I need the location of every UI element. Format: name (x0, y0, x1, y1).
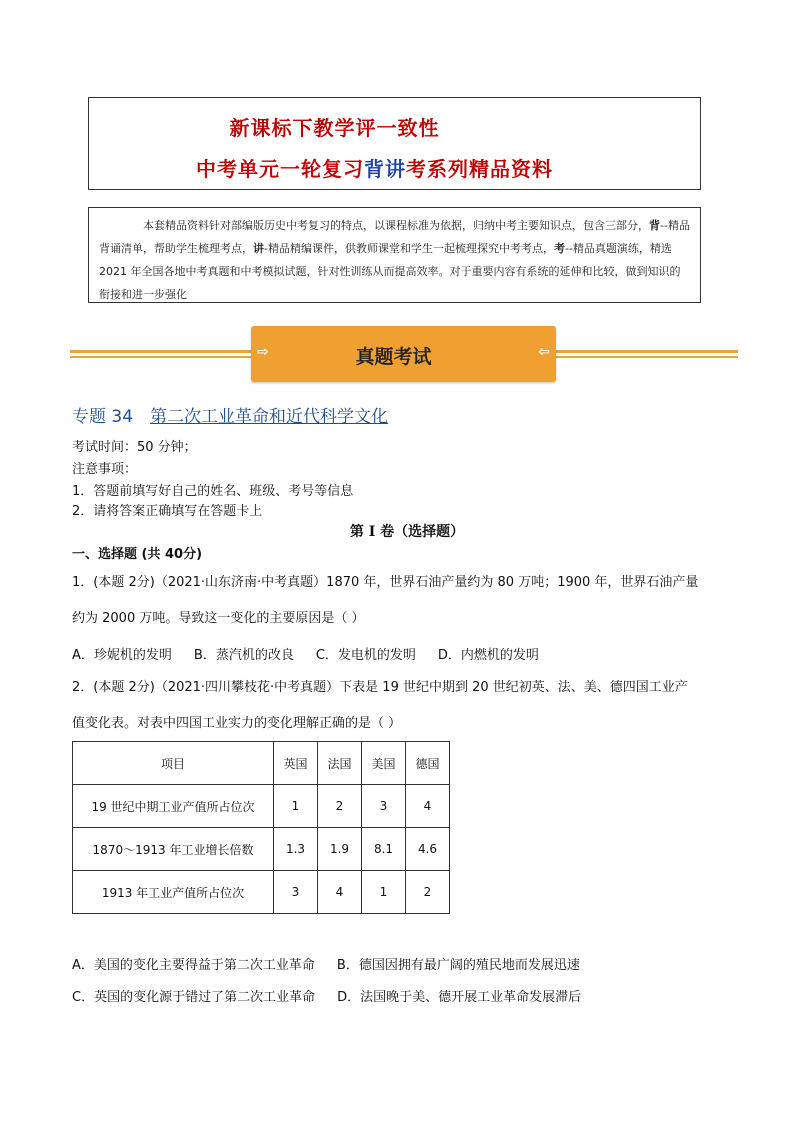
table-header-cell: 德国 (406, 742, 450, 785)
intro-text-4: --精品真题演练，精选 2021 年全国各地中考真题和中考模拟试题，针对性训练从而提高效率。对于重要内容有系统的延伸和比较，做到知识的衔接和进一步强化 (99, 242, 681, 301)
table-cell: 4 (406, 785, 450, 828)
question-1-line2: 约为 2000 万吨。导致这一变化的主要原因是（ ） (72, 611, 365, 626)
q1-option-c[interactable]: C．发电机的发明 (315, 648, 416, 663)
title-part-c: 考系列精品资料 (406, 157, 553, 181)
table-row (73, 828, 450, 871)
question-2-options-row2 (72, 986, 603, 1005)
notice-item-1: 1．答题前填写好自己的姓名、班级、考号等信息 (72, 484, 354, 499)
intro-keyword-bei: 背 (649, 219, 660, 232)
industry-table (72, 741, 450, 914)
title-part-b: 背讲 (364, 157, 406, 181)
question-1-line1: 1．(本题 2分)（2021·山东济南·中考真题）1870 年，世界石油产量约为 80 万吨；1900 年，世界石油产量 (72, 575, 699, 590)
table-cell: 1 (362, 871, 406, 914)
part-title: 一、选择题 (共 40分) (72, 547, 203, 562)
table-cell: 4.6 (406, 828, 450, 871)
q2-option-c[interactable]: C．英国的变化源于错过了第二次工业革命 (72, 990, 316, 1005)
table-cell: 1913 年工业产值所占位次 (73, 871, 274, 914)
table-header-row (73, 742, 450, 785)
topic-heading (72, 402, 388, 427)
intro-keyword-jiang: 讲 (253, 242, 264, 255)
table-header-cell: 美国 (362, 742, 406, 785)
table-cell: 4 (318, 871, 362, 914)
table-cell: 2 (406, 871, 450, 914)
arrow-right-icon: ⇨ (257, 344, 269, 360)
table-header-cell: 英国 (274, 742, 318, 785)
intro-text-1: 本套精品资料针对部编版历史中考复习的特点，以课程标准为依据，归纳中考主要知识点，包含三部分， (143, 219, 649, 232)
volume-title: 第 I 卷（选择题） (349, 524, 465, 540)
q1-option-a[interactable]: A．珍妮机的发明 (72, 648, 172, 663)
table-cell: 2 (318, 785, 362, 828)
series-title-line1: 新课标下教学评一致性 (229, 116, 440, 140)
section-banner (251, 326, 556, 382)
question-2-options-row1 (72, 954, 602, 973)
table-cell: 8.1 (362, 828, 406, 871)
table-cell: 3 (274, 871, 318, 914)
intro-text-2: --精品背诵清单，帮助学生梳理考点， (99, 219, 690, 255)
title-part-a: 中考单元一轮复习 (196, 157, 364, 181)
table-cell: 3 (362, 785, 406, 828)
table-cell: 1.9 (318, 828, 362, 871)
intro-text-3: -精品精编课件，供教师课堂和学生一起梳理探究中考考点， (264, 242, 554, 255)
table-cell: 1.3 (274, 828, 318, 871)
question-2-line1: 2．(本题 2分)（2021·四川攀枝花·中考真题）下表是 19 世纪中期到 20 世纪初英、法、美、德四国工业产 (72, 680, 688, 695)
question-2-line2: 值变化表。对表中四国工业实力的变化理解正确的是（ ） (72, 716, 402, 731)
q2-option-d[interactable]: D．法国晚于美、德开展工业革命发展滞后 (337, 990, 582, 1005)
table-row (73, 871, 450, 914)
table-header-cell: 项目 (73, 742, 274, 785)
series-title-line2 (89, 153, 700, 182)
q2-option-a[interactable]: A．美国的变化主要得益于第二次工业革命 (72, 958, 315, 973)
q1-option-d[interactable]: D．内燃机的发明 (437, 648, 539, 663)
title-box (88, 97, 701, 190)
question-1-options (72, 644, 561, 663)
table-row (73, 785, 450, 828)
notice-item-2: 2．请将答案正确填写在答题卡上 (72, 504, 263, 519)
table-header-cell: 法国 (318, 742, 362, 785)
topic-number: 专题 34 (72, 407, 134, 427)
q1-option-b[interactable]: B．蒸汽机的改良 (193, 648, 294, 663)
notice-label: 注意事项： (72, 462, 138, 477)
intro-box (88, 207, 701, 303)
exam-time: 考试时间：50 分钟； (72, 440, 197, 455)
table-cell: 19 世纪中期工业产值所占位次 (73, 785, 274, 828)
table-cell: 1870～1913 年工业增长倍数 (73, 828, 274, 871)
intro-keyword-kao: 考 (553, 242, 565, 255)
topic-title: 第二次工业革命和近代科学文化 (150, 407, 389, 427)
arrow-left-icon: ⇦ (538, 344, 550, 360)
q2-option-b[interactable]: B．德国因拥有最广阔的殖民地而发展迅速 (336, 958, 580, 973)
banner-title: 真题考试 (355, 346, 432, 368)
table-cell: 1 (274, 785, 318, 828)
